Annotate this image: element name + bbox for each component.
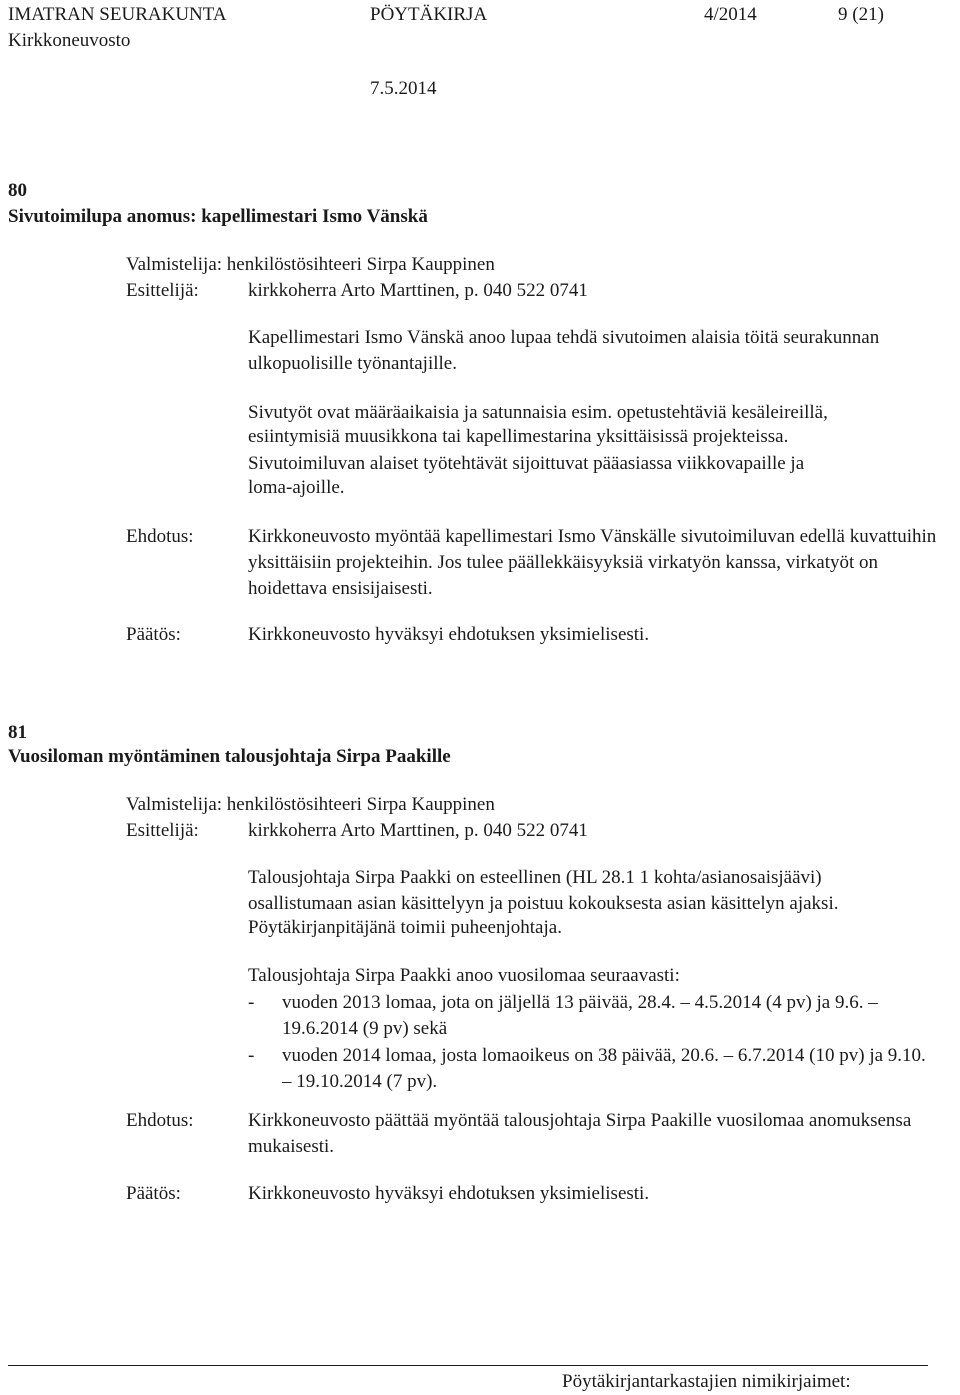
section-80-decision: Kirkkoneuvosto hyväksyi ehdotuksen yksimielisesti. [248,624,650,645]
section-81-paragraph-1-line-2: osallistumaan asian käsittelyyn ja poistuu kokouksesta asian käsittelyn ajaksi. [248,893,839,914]
section-80-decision-label: Päätös: [126,624,181,645]
section-81-number: 81 [8,722,27,743]
section-81-preparer: Valmistelija: henkilöstösihteeri Sirpa Kauppinen [126,794,495,815]
section-81-decision: Kirkkoneuvosto hyväksyi ehdotuksen yksimielisesti. [248,1183,650,1204]
section-80-paragraph-1: Kapellimestari Ismo Vänskä anoo lupaa tehdä sivutoimen alaisia töitä seurakunnan ulkopuolisille työnantajille. [248,327,880,374]
section-81-proposal-label: Ehdotus: [126,1110,194,1131]
section-81-presenter-label: Esittelijä: [126,820,199,841]
footer-divider [8,1365,928,1366]
section-80-presenter-label: Esittelijä: [126,280,199,301]
section-80-paragraph-2-line-2: esiintymisiä muusikkona tai kapellimestarina yksittäisissä projekteissa. [248,426,789,447]
section-81-proposal: Kirkkoneuvosto päättää myöntää talousjohtaja Sirpa Paakille vuosilomaa anomuksensa mukaisesti. [248,1110,912,1157]
page-number: 9 (21) [838,4,884,25]
section-80-paragraph-2-line-4: loma-ajoille. [248,477,345,498]
governing-body: Kirkkoneuvosto [8,30,131,51]
document-number: 4/2014 [704,4,757,25]
section-80-preparer: Valmistelija: henkilöstösihteeri Sirpa Kauppinen [126,254,495,275]
section-80-title: Sivutoimilupa anomus: kapellimestari Ismo Vänskä [8,206,428,227]
section-81-presenter: kirkkoherra Arto Marttinen, p. 040 522 0741 [248,820,588,841]
signatures-label: Pöytäkirjantarkastajien nimikirjaimet: [562,1371,851,1392]
list-dash: - [248,1045,255,1066]
section-80-proposal: Kirkkoneuvosto myöntää kapellimestari Ismo Vänskälle sivutoimiluvan edellä kuvattuihin yksittäisiin projekteihin. Jos tulee päällekkäisyyksiä virkatyön kanssa, virkatyöt on hoidettava ensisijaisesti. [248,526,937,599]
list-dash: - [248,992,255,1013]
section-80-paragraph-2-line-1: Sivutyöt ovat määräaikaisia ja satunnaisia esim. opetustehtäviä kesäleireillä, [248,402,828,423]
section-80-paragraph-2-line-3: Sivutoimiluvan alaiset työtehtävät sijoittuvat pääasiassa viikkovapaille ja [248,453,805,474]
section-80-proposal-label: Ehdotus: [126,526,194,547]
org-name: IMATRAN SEURAKUNTA [8,4,227,25]
section-81-paragraph-1-line-3: Pöytäkirjanpitäjänä toimii puheenjohtaja. [248,917,562,938]
meeting-date: 7.5.2014 [370,78,437,99]
section-81-item-1: vuoden 2013 lomaa, jota on jäljellä 13 päivää, 28.4. – 4.5.2014 (4 pv) ja 9.6. – 19.6.2014 (9 pv) sekä [282,992,878,1039]
document-type: PÖYTÄKIRJA [370,4,488,25]
section-81-paragraph-2-intro: Talousjohtaja Sirpa Paakki anoo vuosilomaa seuraavasti: [248,965,680,986]
section-80-presenter: kirkkoherra Arto Marttinen, p. 040 522 0741 [248,280,588,301]
section-81-decision-label: Päätös: [126,1183,181,1204]
section-81-title: Vuosiloman myöntäminen talousjohtaja Sirpa Paakille [8,746,451,767]
section-81-paragraph-1-line-1: Talousjohtaja Sirpa Paakki on esteellinen (HL 28.1 1 kohta/asianosaisjäävi) [248,867,822,888]
section-81-item-2: vuoden 2014 lomaa, josta lomaoikeus on 38 päivää, 20.6. – 6.7.2014 (10 pv) ja 9.10. – 19.10.2014 (7 pv). [282,1045,926,1092]
section-80-number: 80 [8,180,27,201]
